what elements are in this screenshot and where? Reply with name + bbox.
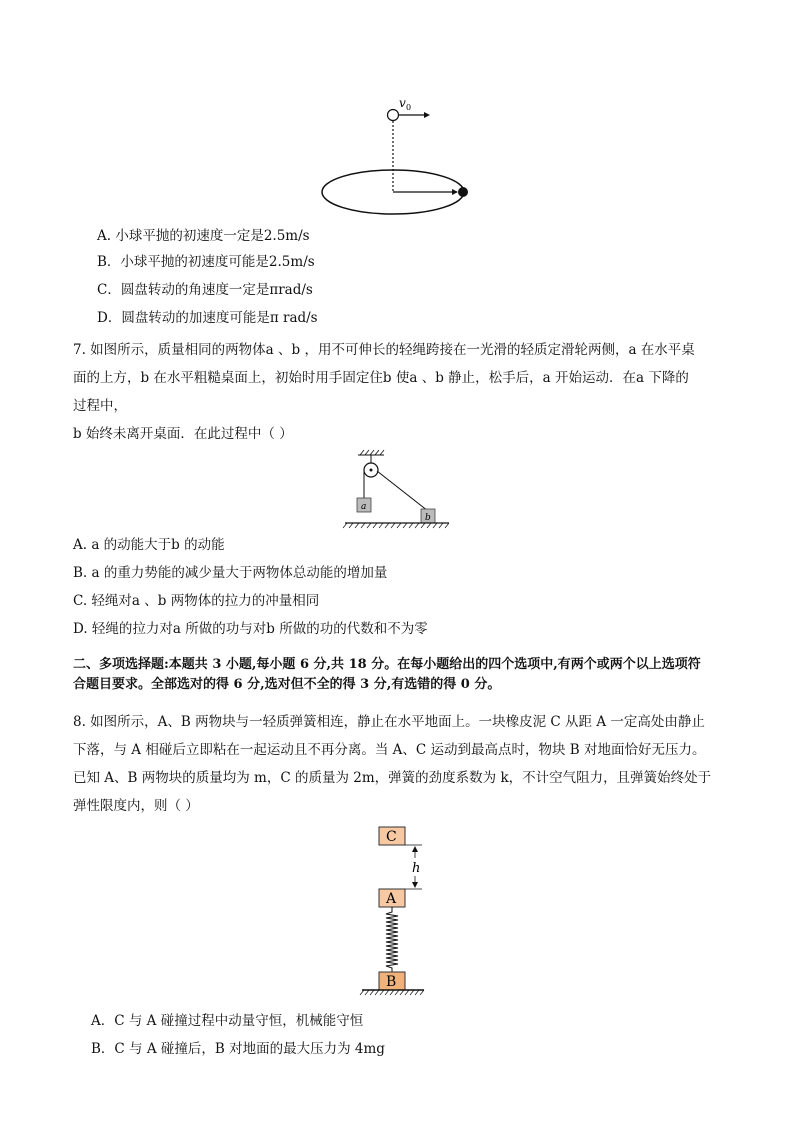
ball-on-disk xyxy=(458,187,468,197)
pulley-axle xyxy=(370,469,373,472)
disk-figure xyxy=(0,0,794,230)
v0-arrowhead xyxy=(424,112,430,118)
q8-stem-line1: 8. 如图所示，A、B 两物块与一轻质弹簧相连，静止在水平地面上。一块橡皮泥 C 从距 A 一定高处由静止 xyxy=(73,714,705,730)
block-c-label: C xyxy=(386,829,397,845)
q7-stem-line1: 7. 如图所示，质量相同的两物体a 、b ，用不可伸长的轻绳跨接在一光滑的轻质定滑轮两侧，a 在水平桌 xyxy=(73,342,695,358)
q6-option-d: D．圆盘转动的加速度可能是π rad/s xyxy=(97,310,318,326)
v0-label: v xyxy=(399,96,406,110)
section2-heading-line2: 合题目要求。全部选对的得 6 分,选对但不全的得 3 分,有选错的得 0 分。 xyxy=(73,677,501,692)
q7-stem-line3: 过程中， xyxy=(73,398,127,414)
q8-stem-line4: 弹性限度内，则（ ） xyxy=(73,798,199,814)
block-a-label: A xyxy=(386,891,397,907)
ball-initial xyxy=(388,110,399,121)
radius-arrowhead xyxy=(452,189,458,195)
q6-option-b: B．小球平抛的初速度可能是2.5m/s xyxy=(97,254,315,270)
section2-heading-line1: 二、多项选择题:本题共 3 小题,每小题 6 分,共 18 分。在每小题给出的四个选项中,有两个或两个以上选项符 xyxy=(73,657,701,672)
pulley-figure xyxy=(0,445,794,545)
q6-option-c: C．圆盘转动的角速度一定是πrad/s xyxy=(97,282,313,298)
q7-option-d: D. 轻绳的拉力对a 所做的功与对b 所做的功的代数和不为零 xyxy=(73,621,428,637)
block-b-label: B xyxy=(386,974,397,990)
q7-option-c: C. 轻绳对a 、b 两物体的拉力的冲量相同 xyxy=(73,593,320,609)
block-b-label: b xyxy=(425,513,431,523)
spring xyxy=(386,907,398,972)
q8-option-a: A．C 与 A 碰撞过程中动量守恒，机械能守恒 xyxy=(91,1013,364,1029)
q7-stem-line4: b 始终未离开桌面．在此过程中（ ） xyxy=(73,426,293,442)
q6-option-a: A. 小球平抛的初速度一定是2.5m/s xyxy=(97,228,310,244)
h-label: h xyxy=(412,861,421,876)
q8-option-b: B．C 与 A 碰撞后，B 对地面的最大压力为 4mg xyxy=(91,1041,385,1057)
block-a-label: a xyxy=(361,502,367,512)
q7-option-a: A. a 的动能大于b 的动能 xyxy=(73,537,225,553)
q7-option-b: B. a 的重力势能的减少量大于两物体总动能的增加量 xyxy=(73,565,388,581)
spring-figure xyxy=(0,820,794,1000)
q8-stem-line2: 下落，与 A 相碰后立即粘在一起运动且不再分离。当 A、C 运动到最高点时，物块 B 对地面恰好无压力。 xyxy=(73,742,706,758)
v0-subscript: 0 xyxy=(406,103,412,112)
rope-b xyxy=(377,471,428,511)
q8-stem-line3: 已知 A、B 两物块的质量均为 m，C 的质量为 2m，弹簧的劲度系数为 k，不计空气阻力，且弹簧始终处于 xyxy=(73,770,712,786)
q7-stem-line2: 面的上方，b 在水平粗糙桌面上，初始时用手固定住b 使a 、b 静止，松手后，a 开始运动．在a 下降的 xyxy=(73,370,689,386)
